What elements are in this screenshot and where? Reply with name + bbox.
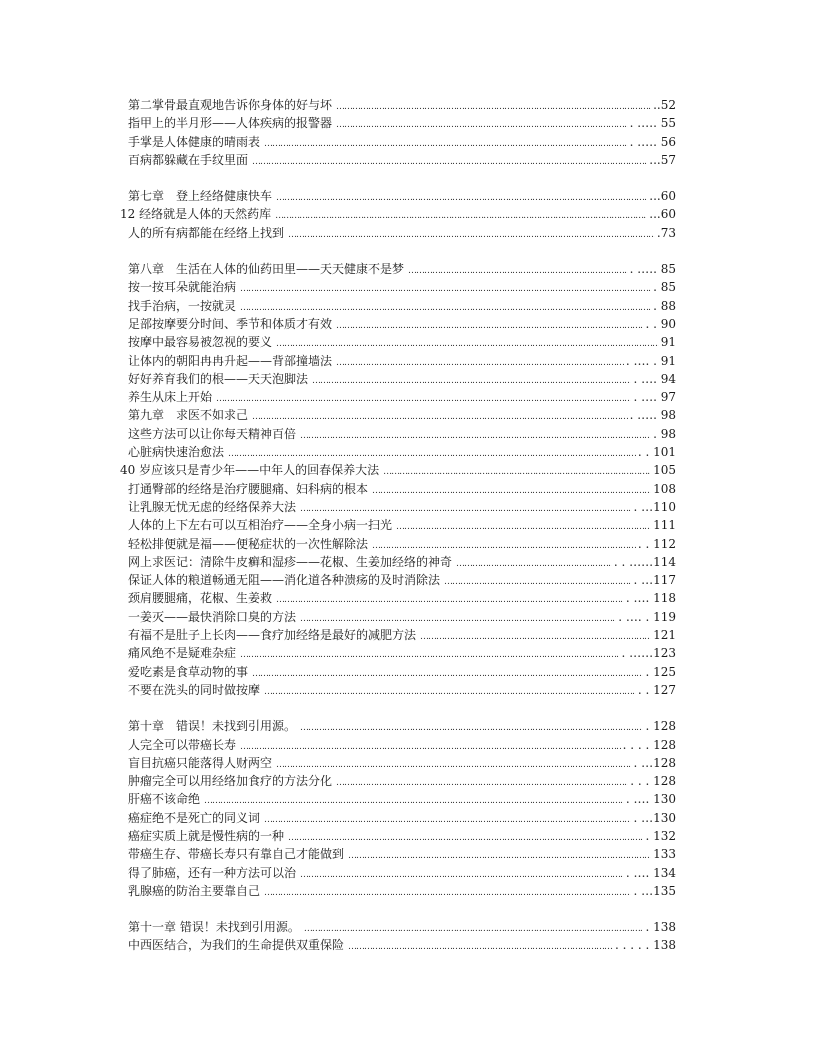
toc-entry-page: . …. . 119 <box>618 609 676 624</box>
dot-leader <box>264 683 636 701</box>
toc-entry-title: 百病都躲藏在手纹里面 <box>128 152 249 167</box>
dot-leader <box>252 153 647 171</box>
toc-entry-title: 心脏病快速治愈法 <box>128 445 225 460</box>
toc-entry-title: 肝癌不该命绝 <box>128 792 201 807</box>
toc-entry-title: 中西医结合，为我们的生命提供双重保险 <box>128 938 345 953</box>
toc-entry[interactable] <box>128 480 676 498</box>
toc-entry-page: 108 <box>653 481 676 496</box>
table-of-contents <box>120 96 676 973</box>
toc-entry-page: . . 112 <box>637 536 676 551</box>
toc-entry-title: 指甲上的半月形——人体疾病的报警器 <box>128 116 333 131</box>
toc-entry-title: 一姜灭——最快消除口臭的方法 <box>128 609 297 624</box>
toc-entry-page: . …135 <box>633 883 676 898</box>
toc-entry-page: . . 101 <box>637 445 676 460</box>
toc-entry-page: . . . . 128 <box>622 737 676 752</box>
toc-entry-title: 40 岁应该只是青少年——中年人的回春保养大法 <box>120 463 380 478</box>
toc-entry[interactable] <box>128 608 676 626</box>
toc-entry-title: 爱吃素是食草动物的事 <box>128 664 249 679</box>
dot-leader <box>276 335 659 353</box>
toc-entry[interactable] <box>128 553 676 571</box>
toc-entry-page: ...60 <box>649 207 676 222</box>
dot-leader <box>252 665 643 683</box>
toc-entry[interactable] <box>128 827 676 845</box>
toc-entry[interactable] <box>128 388 676 406</box>
toc-entry-title: 盲目抗癌只能落得人财两空 <box>128 755 273 770</box>
dot-leader <box>372 482 651 500</box>
toc-entry-title: 第十一章 错误！未找到引用源。 <box>128 920 300 935</box>
dot-leader <box>456 555 612 573</box>
toc-entry[interactable] <box>128 571 676 589</box>
toc-entry-page: 105 <box>653 463 676 478</box>
dot-leader <box>216 390 631 408</box>
toc-group-palm <box>128 96 676 169</box>
toc-entry-title: 手掌是人体健康的晴雨表 <box>128 134 261 149</box>
toc-entry-title: 乳腺癌的防治主要靠自己 <box>128 883 261 898</box>
toc-entry-page: ...57 <box>649 152 676 167</box>
toc-entry-page: . …. 134 <box>625 865 676 880</box>
toc-entry[interactable] <box>128 151 676 169</box>
toc-entry[interactable] <box>128 772 676 790</box>
toc-entry-title: 人体的上下左右可以互相治疗——全身小病一扫光 <box>128 518 393 533</box>
dot-leader <box>264 884 631 902</box>
toc-entry-title: 带癌生存、带癌长寿只有靠自己才能做到 <box>128 847 345 862</box>
dot-leader <box>240 738 621 756</box>
dot-leader <box>336 98 651 116</box>
toc-entry-title: 按摩中最容易被忽视的要义 <box>128 335 273 350</box>
toc-group-chapter-8-9 <box>120 260 676 699</box>
dot-leader <box>240 280 651 298</box>
dot-leader <box>348 847 651 865</box>
toc-entry[interactable] <box>128 790 676 808</box>
toc-entry[interactable] <box>128 315 676 333</box>
toc-entry[interactable] <box>128 278 676 296</box>
toc-entry[interactable] <box>128 864 676 882</box>
toc-entry[interactable] <box>128 644 676 662</box>
dot-leader <box>336 317 643 335</box>
toc-entry-title: 癌症实质上就是慢性病的一种 <box>128 828 285 843</box>
toc-entry-title: 让体内的朝阳冉冉升起——背部撞墙法 <box>128 353 333 368</box>
toc-entry[interactable] <box>128 936 676 954</box>
toc-entry-title: 第九章 求医不如求己 <box>128 408 249 423</box>
toc-entry-page: . …117 <box>633 573 676 588</box>
toc-entry-page: 111 <box>653 518 676 533</box>
toc-entry[interactable] <box>120 205 676 223</box>
toc-entry[interactable] <box>128 498 676 516</box>
dot-leader <box>204 792 624 810</box>
toc-entry[interactable] <box>120 461 676 479</box>
dot-leader <box>336 354 624 372</box>
toc-entry[interactable] <box>128 663 676 681</box>
toc-entry-page: ...60 <box>649 189 676 204</box>
toc-entry[interactable] <box>128 352 676 370</box>
toc-chapter-heading[interactable] <box>128 918 676 936</box>
dot-leader <box>348 938 613 956</box>
dot-leader <box>396 518 651 536</box>
toc-group-chapter-10 <box>128 717 676 900</box>
toc-entry-page: . …110 <box>633 499 676 514</box>
toc-entry-page: . ……123 <box>621 646 676 661</box>
toc-entry[interactable] <box>128 845 676 863</box>
toc-group-chapter-7 <box>120 187 676 242</box>
toc-entry-title: 有福不是肚子上长肉——食疗加经络是最好的减肥方法 <box>128 628 417 643</box>
toc-entry-page: . .…. 98 <box>629 408 676 423</box>
toc-entry-page: . .…. 85 <box>629 262 676 277</box>
toc-entry-page: . 88 <box>653 298 676 313</box>
toc-entry-title: 轻松排便就是福——便秘症状的一次性解除法 <box>128 536 369 551</box>
toc-entry-page: . . 127 <box>637 682 676 697</box>
dot-leader <box>300 719 643 737</box>
toc-entry-page: . . . . . 138 <box>614 938 676 953</box>
toc-entry-page: . …. 97 <box>633 390 676 405</box>
toc-entry-title: 足部按摩要分时间、季节和体质才有效 <box>128 316 333 331</box>
toc-chapter-heading[interactable] <box>128 187 676 205</box>
toc-entry-title: 找手治病，一按就灵 <box>128 298 237 313</box>
toc-entry-title: 得了肺癌，还有一种方法可以治 <box>128 865 297 880</box>
toc-entry[interactable] <box>128 681 676 699</box>
toc-entry-title: 第十章 错误！未找到引用源。 <box>128 719 297 734</box>
toc-entry-title: 按一按耳朵就能治病 <box>128 280 237 295</box>
toc-entry[interactable] <box>128 443 676 461</box>
toc-entry-title: 肿瘤完全可以用经络加食疗的方法分化 <box>128 774 333 789</box>
toc-entry-page: . …. . 91 <box>625 353 676 368</box>
toc-entry-page: . …. 130 <box>625 792 676 807</box>
toc-entry[interactable] <box>128 425 676 443</box>
toc-entry-page: . . 90 <box>645 316 676 331</box>
dot-leader <box>336 116 628 134</box>
dot-leader <box>444 573 631 591</box>
dot-leader <box>304 920 644 938</box>
toc-chapter-heading[interactable] <box>128 406 676 424</box>
toc-entry-page: . 98 <box>653 426 676 441</box>
toc-entry-title: 养生从床上开始 <box>128 390 213 405</box>
dot-leader <box>275 207 647 225</box>
toc-group-chapter-11 <box>128 918 676 955</box>
toc-entry-title: 这些方法可以让你每天精神百倍 <box>128 426 297 441</box>
dot-leader <box>312 372 631 390</box>
toc-entry-title: 人的所有病都能在经络上找到 <box>128 225 285 240</box>
toc-entry[interactable] <box>128 333 676 351</box>
toc-entry-title: 不要在洗头的同时做按摩 <box>128 682 261 697</box>
dot-leader <box>408 262 628 280</box>
toc-entry-title: 第八章 生活在人体的仙药田里——天天健康不是梦 <box>128 262 405 277</box>
dot-leader <box>383 463 651 481</box>
toc-entry-page: . . . 128 <box>630 774 676 789</box>
toc-entry[interactable] <box>128 133 676 151</box>
toc-entry-page: 121 <box>653 628 676 643</box>
dot-leader <box>300 427 651 445</box>
toc-entry-page: .73 <box>656 225 676 240</box>
toc-entry[interactable] <box>128 736 676 754</box>
toc-entry-title: 网上求医记：清除牛皮癣和湿疹——花椒、生姜加经络的神奇 <box>128 554 453 569</box>
dot-leader <box>240 646 619 664</box>
dot-leader <box>276 189 647 207</box>
toc-entry-title: 打通臀部的经络是治疗腰腿痛、妇科病的根本 <box>128 481 369 496</box>
toc-entry-page: ..52 <box>653 98 676 112</box>
dot-leader <box>252 408 628 426</box>
toc-entry[interactable] <box>128 809 676 827</box>
dot-leader <box>264 135 628 153</box>
toc-entry-title: 让乳腺无忧无虑的经络保养大法 <box>128 499 297 514</box>
toc-entry-title: 第七章 登上经络健康快车 <box>128 189 273 204</box>
toc-entry-page: . 138 <box>645 920 676 935</box>
toc-entry-title: 人完全可以带癌长寿 <box>128 737 237 752</box>
toc-entry-title: 颈肩腰腿痛，花椒、生姜救 <box>128 591 273 606</box>
toc-entry[interactable] <box>128 516 676 534</box>
toc-entry[interactable] <box>128 754 676 772</box>
dot-leader <box>288 226 655 244</box>
toc-entry[interactable] <box>128 114 676 132</box>
toc-entry-page: . 85 <box>653 280 676 295</box>
toc-entry-page: . …128 <box>633 755 676 770</box>
dot-leader <box>264 811 631 829</box>
toc-entry[interactable] <box>128 297 676 315</box>
toc-entry[interactable] <box>128 626 676 644</box>
toc-entry-page: . .…. 56 <box>629 134 676 149</box>
toc-entry[interactable] <box>128 535 676 553</box>
toc-entry-page: . .…. 55 <box>629 116 676 131</box>
toc-entry-page: . 125 <box>645 664 676 679</box>
toc-chapter-heading[interactable] <box>128 260 676 278</box>
toc-entry-title: 痛风绝不是疑难杂症 <box>128 646 237 661</box>
toc-chapter-heading[interactable] <box>128 717 676 735</box>
toc-entry-page: . 128 <box>645 719 676 734</box>
toc-entry-title: 癌症绝不是死亡的同义词 <box>128 810 261 825</box>
toc-entry-title: 12 经络就是人体的天然药库 <box>120 207 272 222</box>
toc-entry-title: 保证人体的粮道畅通无阻——消化道各种溃疡的及时消除法 <box>128 573 441 588</box>
toc-entry[interactable] <box>128 882 676 900</box>
toc-entry-page: . …. 118 <box>625 591 676 606</box>
dot-leader <box>276 591 624 609</box>
toc-entry-page: . 132 <box>645 828 676 843</box>
dot-leader <box>300 866 624 884</box>
toc-entry[interactable] <box>128 96 676 114</box>
toc-entry-page: 133 <box>653 847 676 862</box>
dot-leader <box>420 628 651 646</box>
toc-entry-page: . …130 <box>633 810 676 825</box>
toc-entry[interactable] <box>128 589 676 607</box>
toc-entry[interactable] <box>128 224 676 242</box>
toc-entry-page: . …. 94 <box>633 371 676 386</box>
toc-entry-title: 第二掌骨最直观地告诉你身体的好与坏 <box>128 98 333 112</box>
dot-leader <box>336 774 628 792</box>
toc-entry-page: 91 <box>660 335 676 350</box>
toc-entry-title: 好好养育我们的根——天天泡脚法 <box>128 371 309 386</box>
toc-entry[interactable] <box>128 370 676 388</box>
toc-entry-page: . . ……114 <box>613 554 676 569</box>
